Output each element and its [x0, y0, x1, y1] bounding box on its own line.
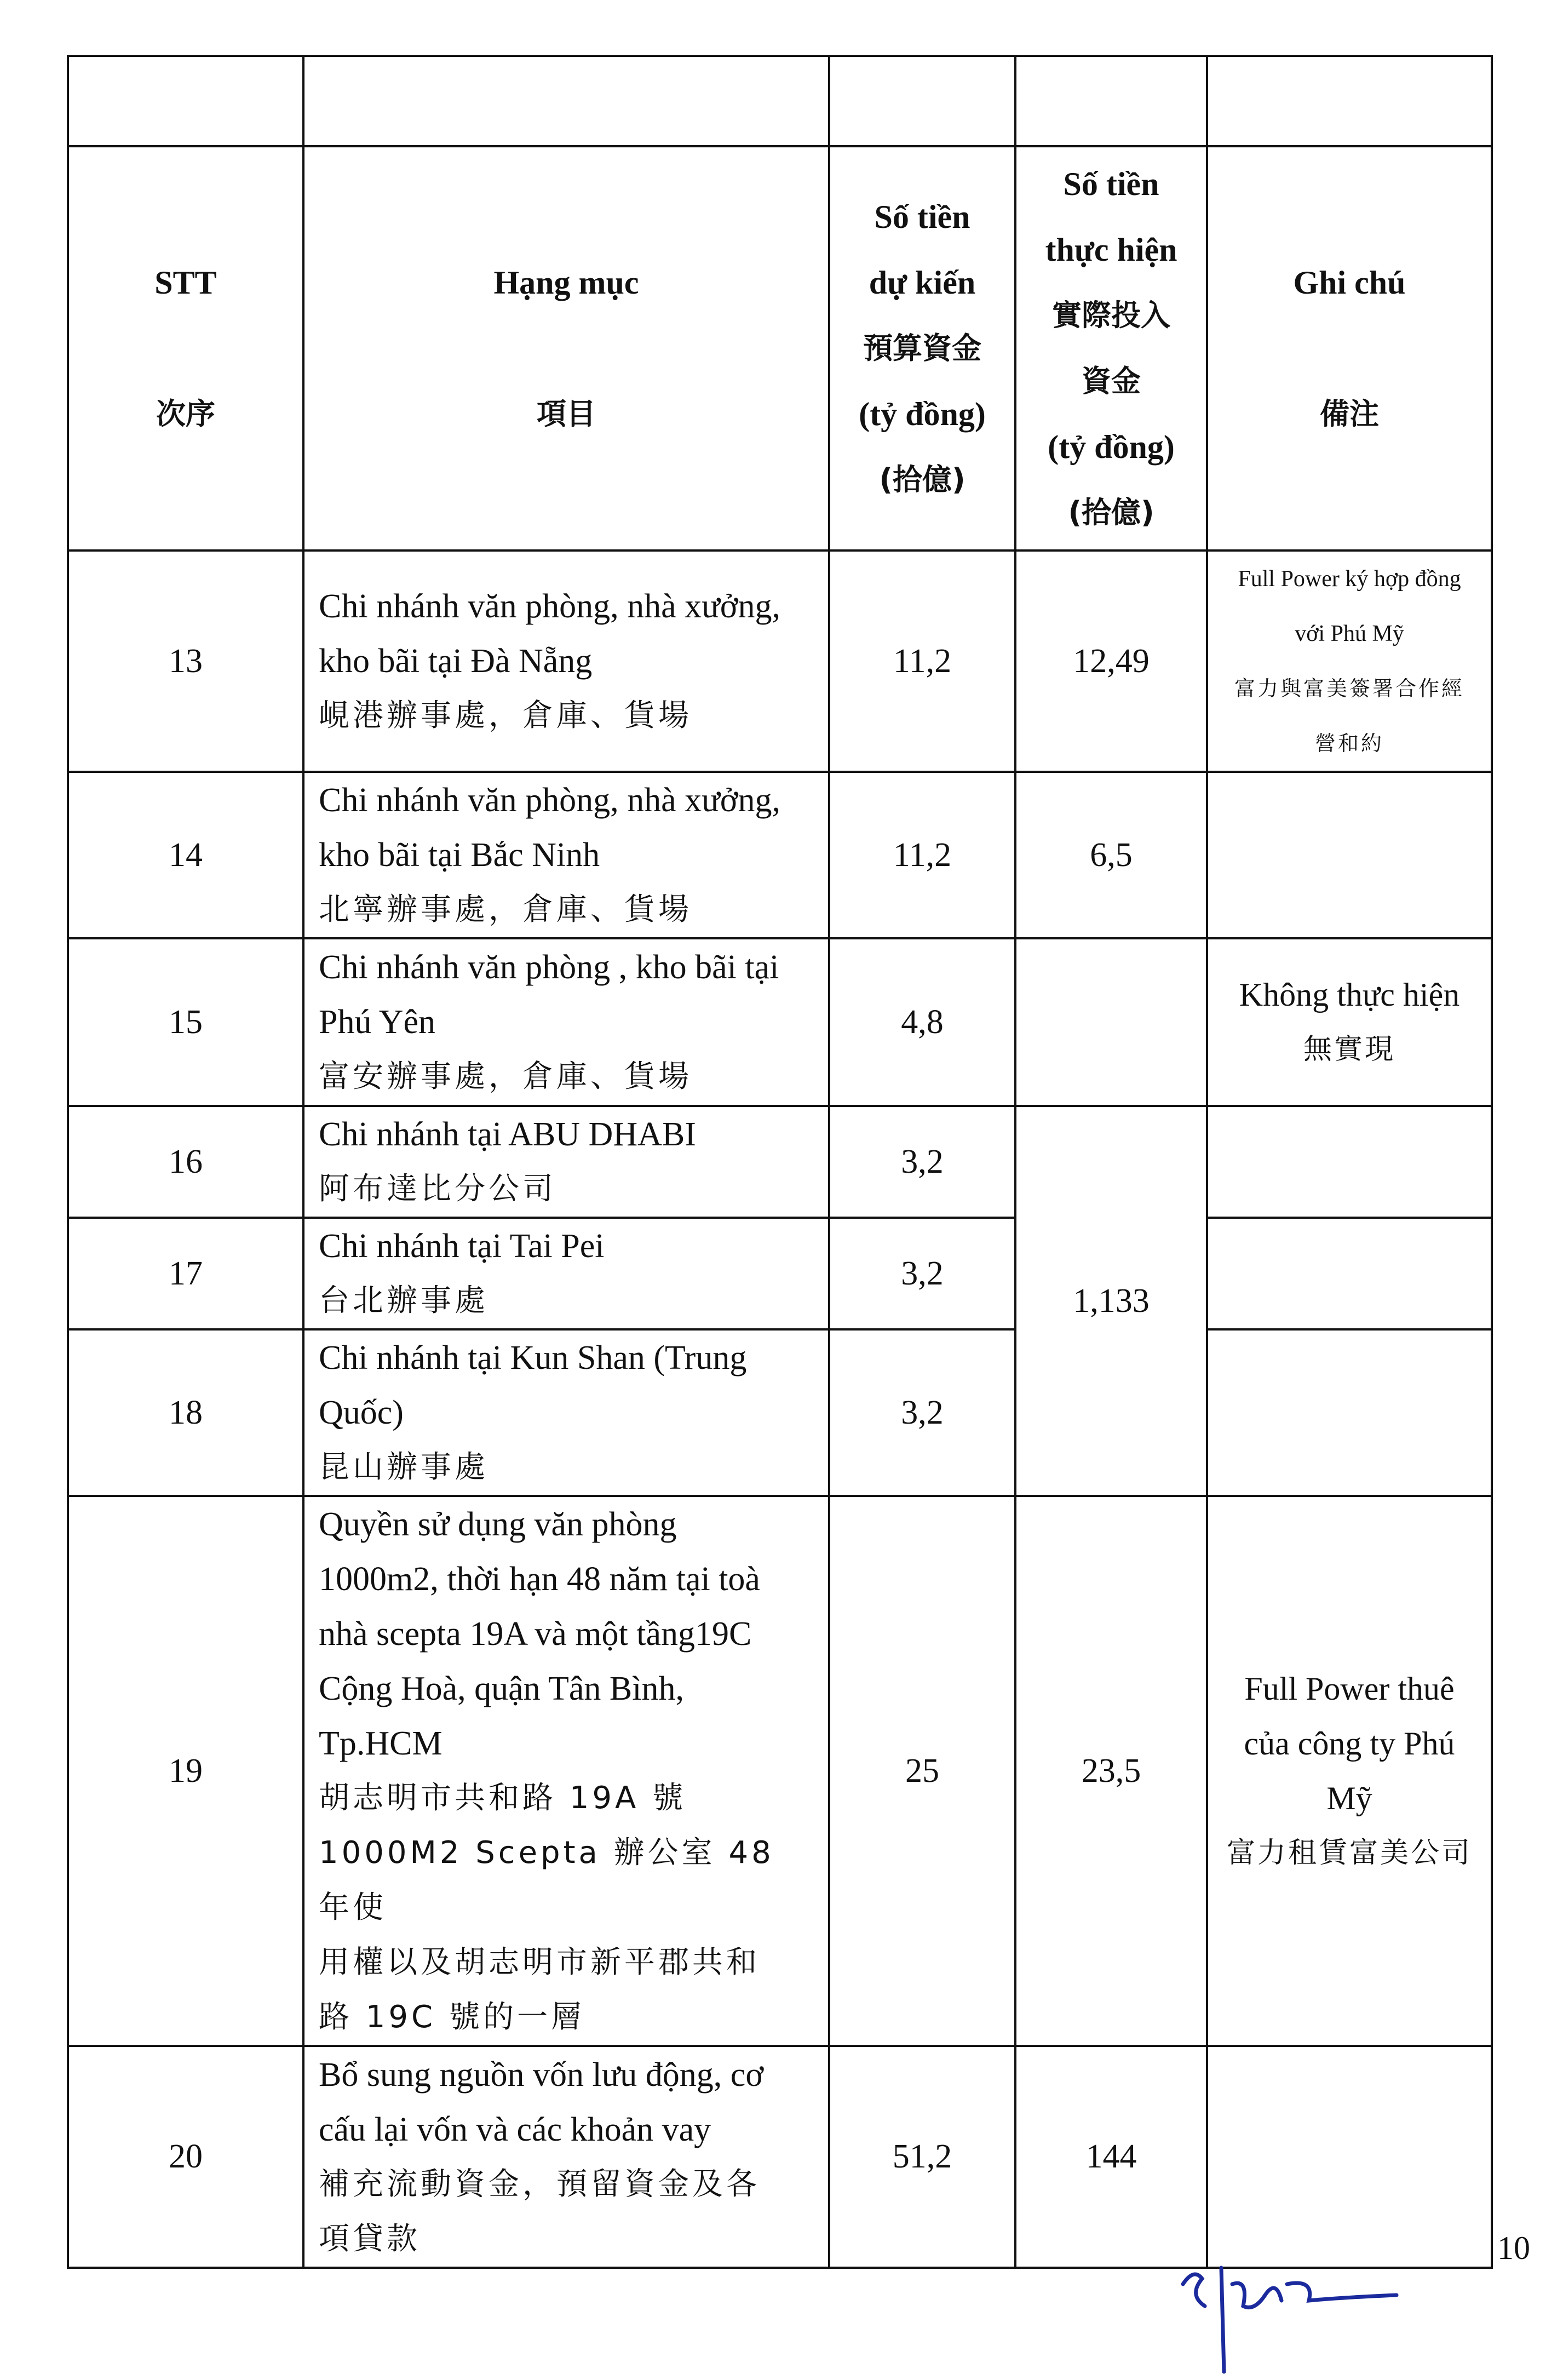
row-item: Chi nhánh văn phòng, nhà xưởng, kho bãi tại Bắc Ninh 北寧辦事處，倉庫、貨場	[303, 772, 829, 938]
row-item: Chi nhánh văn phòng, nhà xưởng, kho bãi tại Đà Nẵng 峴港辦事處，倉庫、貨場	[303, 550, 829, 772]
row-note	[1207, 2046, 1492, 2268]
row-budget: 25	[829, 1496, 1015, 2046]
row-item: Chi nhánh tại ABU DHABI 阿布達比分公司	[303, 1106, 829, 1218]
row-note: Không thực hiện 無實現	[1207, 938, 1492, 1106]
table-row	[68, 1218, 1492, 1329]
row-note: Full Power thuê của công ty Phú Mỹ 富力租賃富美公司	[1207, 1496, 1492, 2046]
row-stt: 19	[68, 1496, 303, 2046]
row-note	[1207, 1329, 1492, 1496]
row-actual: 23,5	[1015, 1496, 1207, 2046]
row-actual: 12,49	[1015, 550, 1207, 772]
row-stt: 16	[68, 1106, 303, 1218]
header-item: Hạng mục 項目	[303, 146, 829, 550]
row-item: Bổ sung nguồn vốn lưu động, cơ cấu lại vốn và các khoản vay 補充流動資金，預留資金及各 項貸款	[303, 2046, 829, 2268]
row-item: Chi nhánh tại Tai Pei 台北辦事處	[303, 1218, 829, 1329]
header-row	[68, 146, 1492, 550]
signature-icon	[1172, 2246, 1413, 2377]
row-stt: 13	[68, 550, 303, 772]
row-budget: 3,2	[829, 1106, 1015, 1218]
row-stt: 20	[68, 2046, 303, 2268]
header-stt: STT 次序	[68, 146, 303, 550]
table-row	[68, 1496, 1492, 2046]
table-row	[68, 938, 1492, 1106]
row-item: Chi nhánh văn phòng , kho bãi tại Phú Yên 富安辦事處，倉庫、貨場	[303, 938, 829, 1106]
page-number: 10	[1497, 2230, 1530, 2266]
row-stt: 14	[68, 772, 303, 938]
row-actual: 6,5	[1015, 772, 1207, 938]
table-row	[68, 1329, 1492, 1496]
row-budget: 51,2	[829, 2046, 1015, 2268]
header-note: Ghi chú 備注	[1207, 146, 1492, 550]
blank-top-row	[68, 56, 1492, 146]
row-budget: 11,2	[829, 772, 1015, 938]
row-actual: 144	[1015, 2046, 1207, 2268]
row-stt: 17	[68, 1218, 303, 1329]
header-budget: Số tiền dự kiến 預算資金 (tỷ đồng) (拾億)	[829, 146, 1015, 550]
table-row	[68, 2046, 1492, 2268]
row-budget: 3,2	[829, 1218, 1015, 1329]
row-budget: 11,2	[829, 550, 1015, 772]
table-row	[68, 1106, 1492, 1218]
row-note	[1207, 772, 1492, 938]
table-row	[68, 550, 1492, 772]
table-row	[68, 772, 1492, 938]
row-note	[1207, 1106, 1492, 1218]
merged-actual: 1,133	[1015, 1106, 1207, 1496]
budget-table	[67, 55, 1493, 2269]
header-actual: Số tiền thực hiện 實際投入 資金 (tỷ đồng) (拾億)	[1015, 146, 1207, 550]
row-budget: 4,8	[829, 938, 1015, 1106]
row-note	[1207, 1218, 1492, 1329]
row-item: Chi nhánh tại Kun Shan (Trung Quốc) 昆山辦事處	[303, 1329, 829, 1496]
row-budget: 3,2	[829, 1329, 1015, 1496]
row-stt: 15	[68, 938, 303, 1106]
row-actual	[1015, 938, 1207, 1106]
row-stt: 18	[68, 1329, 303, 1496]
row-note: Full Power ký hợp đồng với Phú Mỹ 富力與富美簽署合作經 營和約	[1207, 550, 1492, 772]
row-item: Quyền sử dụng văn phòng 1000m2, thời hạn 48 năm tại toà nhà scepta 19A và một tầng19C Cộng Hoà, quận Tân Bình, Tp.HCM 胡志明市共和路 19A 號 1000M2 Scepta 辦公室 48 年使 用權以及胡志明市新平郡共和 路 19C 號的一層	[303, 1496, 829, 2046]
